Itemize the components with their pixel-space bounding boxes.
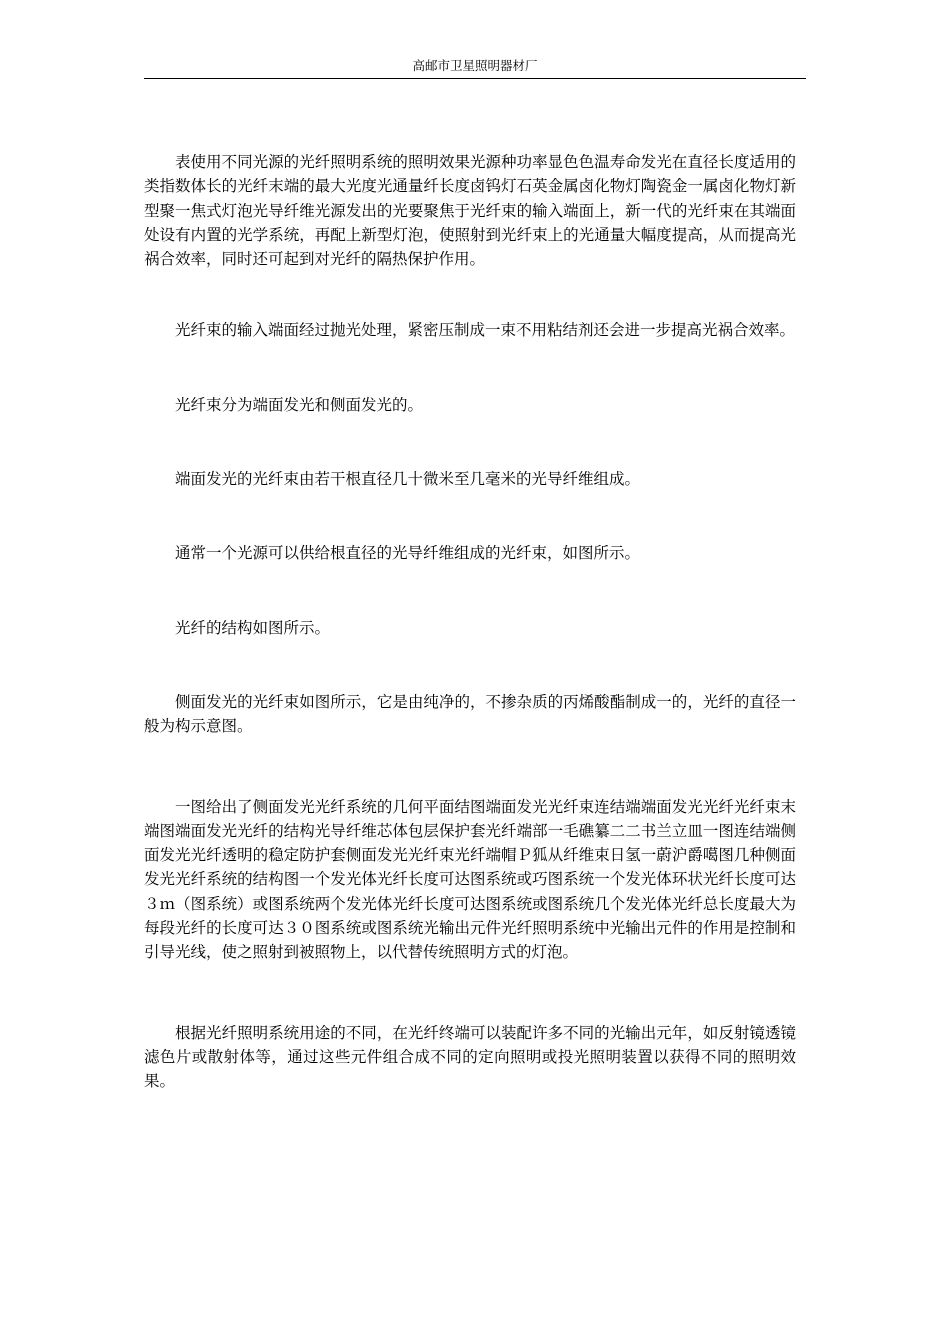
paragraph-light-source-table: 表使用不同光源的光纤照明系统的照明效果光源种功率显色色温寿命发光在直径长度适用的类指数体长的光纤末端的最大光度光通量纤长度卤钨灯石英金属卤化物灯陶瓷金一属卤化物灯新型聚一焦式灯泡光导纤维光源发出的光要聚焦于光纤束的输入端面上，新一代的光纤束在其端面处设有内置的光学系统，再配上新型灯泡，使照射到光纤束上的光通量大幅度提高，从而提高光祸合效率，同时还可起到对光纤的隔热保护作用。 <box>144 153 796 269</box>
paragraph-output-components: 根据光纤照明系统用途的不同，在光纤终端可以装配许多不同的光输出元年，如反射镜透镜滤色片或散射体等，通过这些元件组合成不同的定向照明或投光照明装置以获得不同的照明效果。 <box>144 1023 796 1091</box>
document-body <box>144 150 796 1094</box>
paragraph-end-emitting: 端面发光的光纤束由若干根直径几十微米至几毫米的光导纤维组成。 <box>175 470 641 489</box>
paragraph-side-emitting: 侧面发光的光纤束如图所示，它是由纯净的，不掺杂质的丙烯酸酯制成一的，光纤的直径一般为构示意图。 <box>144 692 796 736</box>
page-header <box>144 56 806 79</box>
paragraph-side-system-geometry: 一图给出了侧面发光光纤系统的几何平面结图端面发光光纤束连结端端面发光光纤光纤束末端图端面发光光纤的结构光导纤维芯体包层保护套光纤端部一毛礁纂二二书兰立皿一图连结端侧面发光光纤透明的稳定防护套侧面发光光纤束光纤端帽Ｐ狐从纤维束日氢一蔚沪爵噶图几种侧面发光光纤系统的结构图一个发光体光纤长度可达图系统或巧图系统一个发光体环状光纤长度可达３ｍ（图系统）或图系统两个发光体光纤长度可达图系统或图系统几个发光体光纤总长度最大为每段光纤的长度可达３０图系统或图系统光输出元件光纤照明系统中光输出元件的作用是控制和引导光线，使之照射到被照物上，以代替传统照明方式的灯泡。 <box>144 797 796 962</box>
header-title: 高邮市卫星照明器材厂 <box>412 58 538 73</box>
paragraph-bundle-types: 光纤束分为端面发光和侧面发光的。 <box>175 395 424 414</box>
paragraph-fiber-structure: 光纤的结构如图所示。 <box>175 618 331 637</box>
paragraph-input-end-polishing: 光纤束的输入端面经过抛光处理，紧密压制成一束不用粘结剂还会进一步提高光祸合效率。 <box>175 321 796 340</box>
paragraph-light-source-supply: 通常一个光源可以供给根直径的光导纤维组成的光纤束，如图所示。 <box>175 544 641 563</box>
